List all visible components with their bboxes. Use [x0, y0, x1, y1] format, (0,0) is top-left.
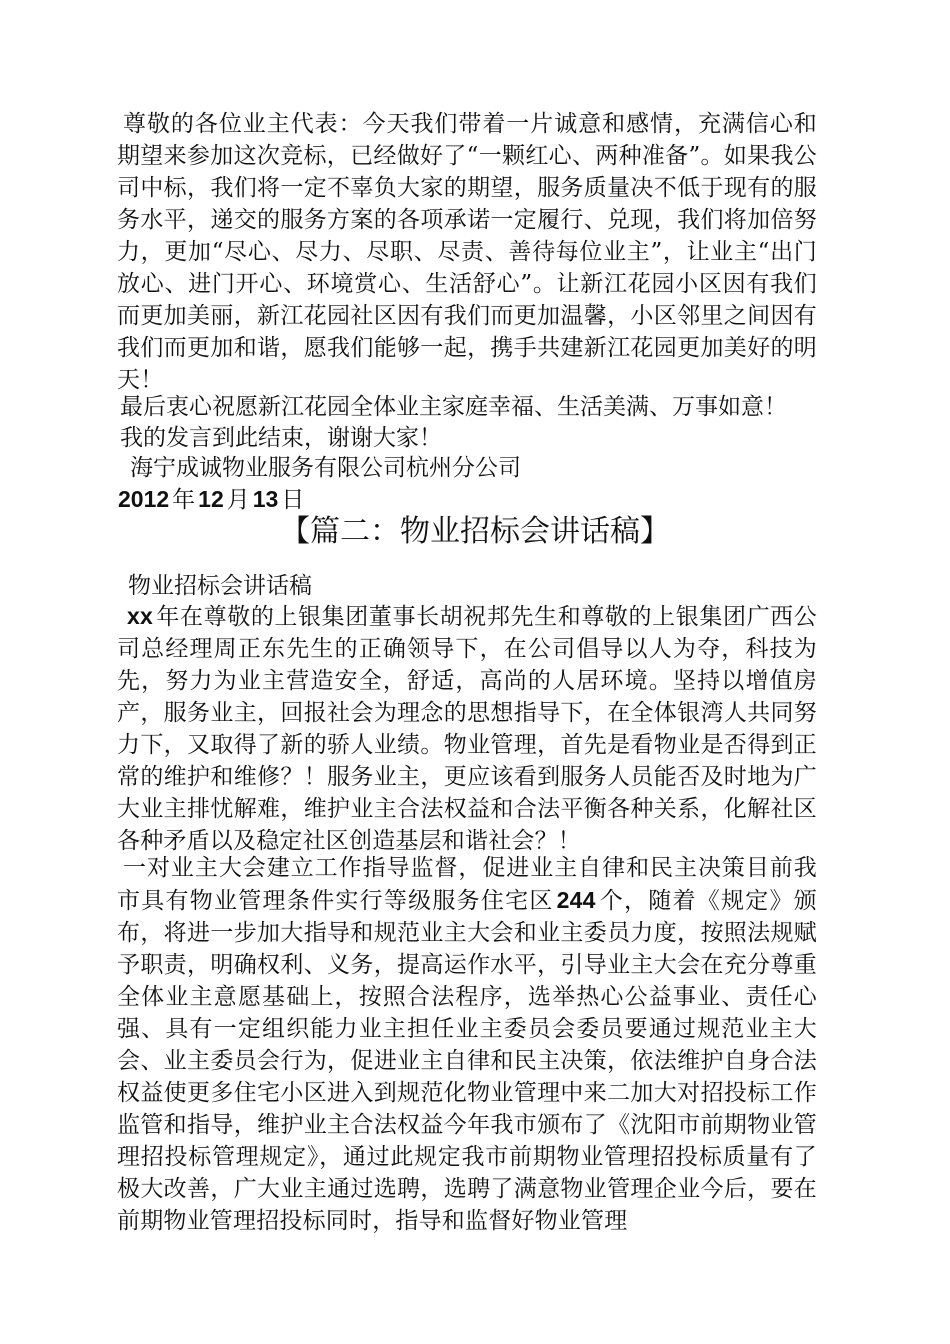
date-year: 2012	[118, 486, 170, 512]
year-placeholder: xx	[127, 603, 153, 629]
section-subtitle: 物业招标会讲话稿	[128, 573, 312, 599]
section-heading: 【篇二：物业招标会讲话稿】	[280, 514, 670, 549]
section-paragraph-1	[117, 600, 817, 857]
paragraph-2-text-a: 一对业主大会建立工作指导监督，促进业主自律和民主决策目前我市具有物业管理条件实行等级服务住宅区	[117, 855, 817, 914]
date-year-unit: 年	[172, 487, 196, 513]
company-name: 海宁成诚物业服务有限公司杭州分公司	[130, 455, 521, 481]
section-paragraph-2	[117, 852, 817, 1237]
closing-line: 我的发言到此结束，谢谢大家！	[120, 425, 442, 451]
date-day-unit: 日	[281, 487, 305, 513]
paragraph-2-text-b: 个，随着《规定》颁布，将进一步加大指导和规范业主大会和业主委员力度，按照法规赋予职责，明确权利、义务，提高运作水平，引导业主大会在充分尊重全体业主意愿基础上，按照合法程序，选举热心公益事业、责任心强、具有一定组织能力业主担任业主委员会委员要通过规范业主大会、业主委员会行为，促进业主自律和民主决策，依法维护自身合法权益使更多住宅小区进入到规范化物业管理中来二加大对招投标工作监管和指导，维护业主合法权益今年我市颁布了《沈阳市前期物业管理招投标管理规定》，通过此规定我市前期物业管理招投标质量有了极大改善，广大业主通过选聘，选聘了满意物业管理企业今后，要在前期物业管理招投标同时，指导和监督好物业管理	[117, 888, 817, 1234]
date-month: 12	[198, 486, 224, 512]
district-count: 244	[556, 887, 596, 913]
date-month-unit: 月	[226, 487, 250, 513]
paragraph-1-text: 年在尊敬的上银集团董事长胡祝邦先生和尊敬的上银集团广西公司总经理周正东先生的正确领导下，在公司倡导以人为夺，科技为先，努力为业主营造安全，舒适，高尚的人居环境。坚持以增值房产，服务业主，回报社会为理念的思想指导下，在全体银湾人共同努力下，又取得了新的骄人业绩。物业管理，首先是看物业是否得到正常的维护和维修？！服务业主，更应该看到服务人员能否及时地为广大业主排忧解难，维护业主合法权益和合法平衡各种关系，化解社区各种矛盾以及稳定社区创造基层和谐社会？！	[117, 604, 817, 854]
date-day: 13	[252, 486, 279, 512]
wish-line: 最后衷心祝愿新江花园全体业主家庭幸福、生活美满、万事如意！	[120, 394, 787, 420]
intro-paragraph: 尊敬的各位业主代表：今天我们带着一片诚意和感情，充满信心和期望来参加这次竞标，已经做好了“一颗红心、两种准备”。如果我公司中标，我们将一定不辜负大家的期望，服务质量决不低于现有的服务水平，递交的服务方案的各项承诺一定履行、兑现，我们将加倍努力，更加“尽心、尽力、尽职、尽责、善待每位业主”，让业主“出门放心、进门开心、环境赏心、生活舒心”。让新江花园小区因有我们而更加美丽，新江花园社区因有我们而更加温馨，小区邻里之间因有我们而更加和谐，愿我们能够一起，携手共建新江花园更加美好的明天！	[117, 111, 817, 393]
